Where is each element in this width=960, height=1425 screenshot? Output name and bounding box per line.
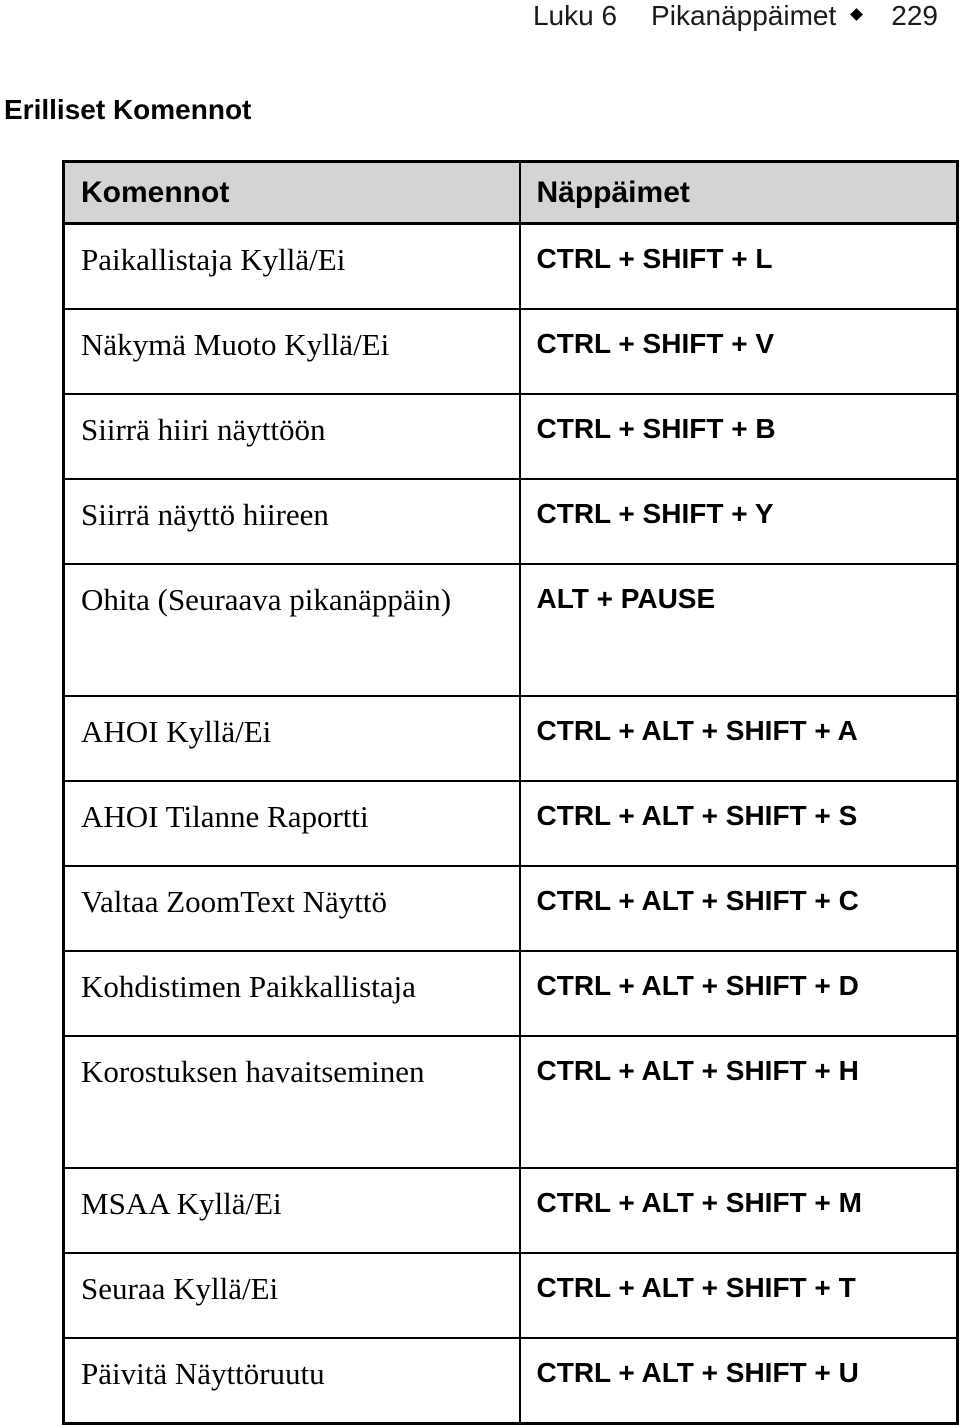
table-row bbox=[64, 781, 958, 866]
table-row bbox=[64, 696, 958, 781]
table-row bbox=[64, 1253, 958, 1338]
chapter-title: Pikanäppäimet bbox=[651, 0, 837, 31]
table-header-row bbox=[64, 162, 958, 224]
command-cell: Valtaa ZoomText Näyttö bbox=[64, 866, 520, 951]
keys-cell: CTRL + ALT + SHIFT + T bbox=[520, 1253, 958, 1338]
table-row bbox=[64, 1168, 958, 1253]
table-row bbox=[64, 564, 958, 696]
table-row bbox=[64, 479, 958, 564]
section-title: Erilliset Komennot bbox=[4, 94, 252, 125]
running-header bbox=[533, 0, 938, 32]
keys-cell: CTRL + ALT + SHIFT + S bbox=[520, 781, 958, 866]
command-cell: Ohita (Seuraava pikanäppäin) bbox=[64, 564, 520, 696]
keys-cell: CTRL + ALT + SHIFT + D bbox=[520, 951, 958, 1036]
table-row bbox=[64, 1036, 958, 1168]
table-row bbox=[64, 1338, 958, 1424]
command-cell: Paikallistaja Kyllä/Ei bbox=[64, 224, 520, 310]
keys-cell: CTRL + ALT + SHIFT + C bbox=[520, 866, 958, 951]
shortcut-table bbox=[62, 160, 959, 1425]
command-cell: MSAA Kyllä/Ei bbox=[64, 1168, 520, 1253]
keys-cell: CTRL + ALT + SHIFT + H bbox=[520, 1036, 958, 1168]
command-cell: Seuraa Kyllä/Ei bbox=[64, 1253, 520, 1338]
command-cell: AHOI Tilanne Raportti bbox=[64, 781, 520, 866]
keys-cell: CTRL + ALT + SHIFT + A bbox=[520, 696, 958, 781]
command-cell: Korostuksen havaitseminen bbox=[64, 1036, 520, 1168]
command-cell: Kohdistimen Paikkallistaja bbox=[64, 951, 520, 1036]
command-cell: Päivitä Näyttöruutu bbox=[64, 1338, 520, 1424]
keys-cell: CTRL + SHIFT + V bbox=[520, 309, 958, 394]
keys-cell: ALT + PAUSE bbox=[520, 564, 958, 696]
table-row bbox=[64, 866, 958, 951]
table-row bbox=[64, 951, 958, 1036]
keys-cell: CTRL + ALT + SHIFT + M bbox=[520, 1168, 958, 1253]
page-number: 229 bbox=[891, 0, 938, 31]
command-cell: Siirrä näyttö hiireen bbox=[64, 479, 520, 564]
chapter-label: Luku 6 bbox=[532, 0, 618, 31]
keys-cell: CTRL + ALT + SHIFT + U bbox=[520, 1338, 958, 1424]
command-cell: Näkymä Muoto Kyllä/Ei bbox=[64, 309, 520, 394]
keys-cell: CTRL + SHIFT + Y bbox=[520, 479, 958, 564]
column-header-command: Komennot bbox=[64, 162, 520, 224]
diamond-icon bbox=[850, 8, 863, 21]
command-cell: Siirrä hiiri näyttöön bbox=[64, 394, 520, 479]
table-row bbox=[64, 224, 958, 310]
keys-cell: CTRL + SHIFT + L bbox=[520, 224, 958, 310]
command-cell: AHOI Kyllä/Ei bbox=[64, 696, 520, 781]
table-row bbox=[64, 309, 958, 394]
table-row bbox=[64, 394, 958, 479]
column-header-keys: Näppäimet bbox=[520, 162, 958, 224]
keys-cell: CTRL + SHIFT + B bbox=[520, 394, 958, 479]
